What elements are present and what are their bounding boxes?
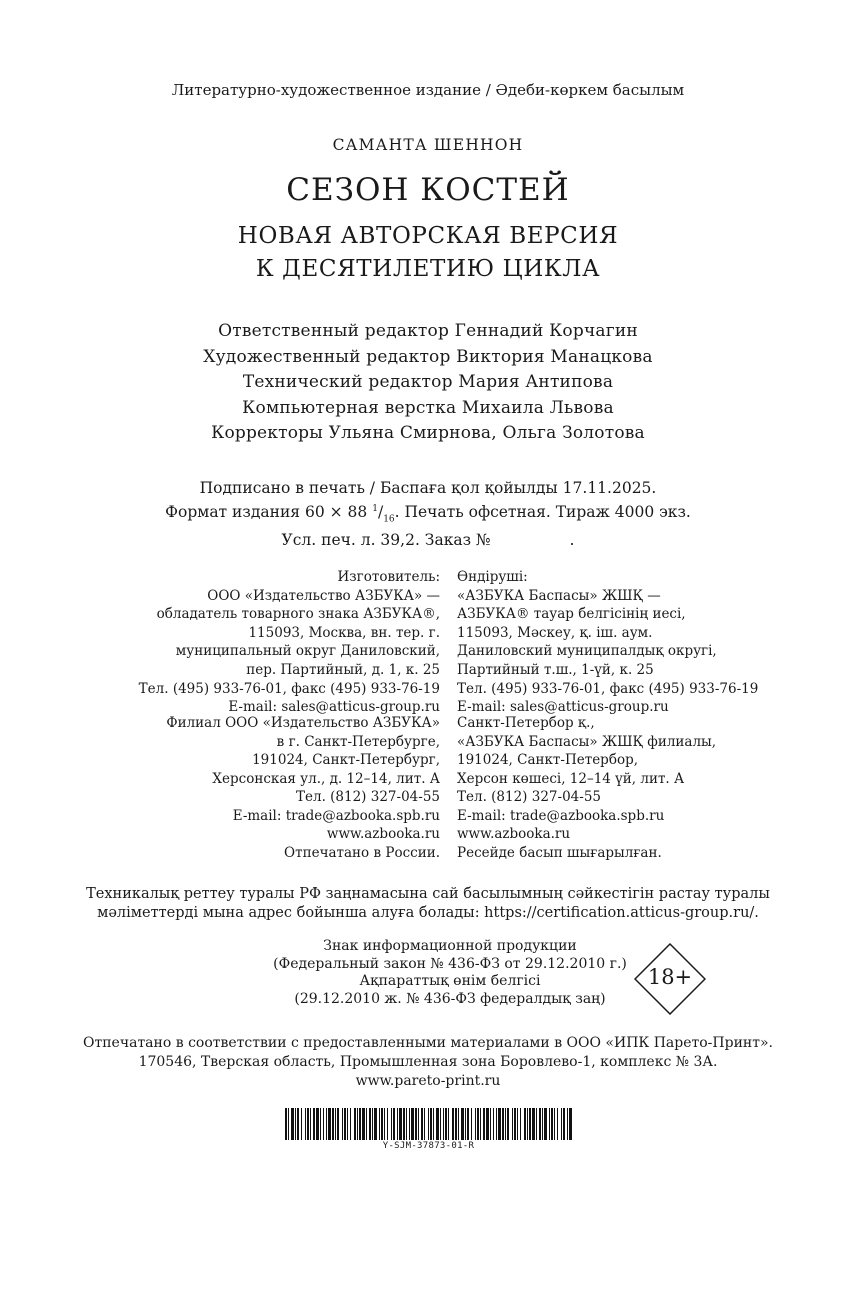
barcode-bar <box>517 1108 518 1140</box>
text-line: Ақпараттық өнім белгісі <box>359 973 541 989</box>
text-line: АЗБУКА® тауар белгісінің иесі, <box>457 606 686 623</box>
text-line: Ресейде басып шығарылған. <box>457 844 662 861</box>
barcode-bar <box>288 1108 289 1140</box>
text-line: (Федеральный закон № 436-ФЗ от 29.12.2010 г.) <box>273 955 627 972</box>
barcode-bar <box>301 1108 302 1140</box>
barcode-bar <box>514 1108 516 1140</box>
text-line: Херсонская ул., д. 12–14, лит. А <box>212 770 440 787</box>
barcode-bar <box>326 1108 327 1140</box>
barcode-bar <box>440 1108 441 1140</box>
text-line: E-mail: trade@azbooka.spb.ru <box>457 807 665 824</box>
barcode-bar <box>505 1108 506 1140</box>
barcode-bar <box>498 1108 501 1140</box>
text-line: Техникалық реттеу туралы РФ заңнамасына сай басылымның сәйкестігін растау туралы <box>86 886 770 902</box>
barcode-bar <box>532 1108 535 1140</box>
barcode-bar <box>536 1108 537 1140</box>
barcode-bar <box>461 1108 464 1140</box>
age-rating-label: 18+ <box>647 965 693 989</box>
credit-line: Художественный редактор Виктория Манацкова <box>203 346 653 367</box>
barcode-bar <box>557 1108 558 1140</box>
series-line: Литературно-художественное издание / Әдеби-көркем басылым <box>171 81 685 99</box>
barcode-bar <box>354 1108 356 1140</box>
text-line: Тел. (812) 327-04-55 <box>457 789 601 806</box>
barcode-bar <box>320 1108 321 1140</box>
barcode-bar <box>465 1108 466 1140</box>
text-line: 115093, Мәскеу, қ. іш. аум. <box>457 624 653 641</box>
text-line: обладатель товарного знака АЗБУКА®, <box>156 606 440 623</box>
text-line: E-mail: sales@atticus-group.ru <box>457 699 669 716</box>
text-line: (29.12.2010 ж. № 436-ФЗ федералдық заң) <box>294 990 606 1007</box>
book-title: СЕЗОН КОСТЕЙ <box>286 172 570 208</box>
barcode-bar <box>443 1108 444 1140</box>
text-line: 115093, Москва, вн. тер. г. <box>248 624 440 641</box>
text-line: Отпечатано в соответствии с предоставленными материалами в ООО «ИПК Парето-Принт». <box>83 1035 773 1051</box>
text-line: в г. Санкт-Петербурге, <box>276 733 440 750</box>
barcode-bar <box>549 1108 550 1140</box>
barcode-bar <box>399 1108 402 1140</box>
barcode-bar <box>372 1108 373 1140</box>
footer-kz <box>457 825 847 862</box>
barcode-bar <box>379 1108 380 1140</box>
barcode-bar <box>305 1108 306 1140</box>
barcode-bar <box>307 1108 309 1140</box>
barcode-text: Y-SJM-37873-01-R <box>382 1141 475 1151</box>
branch-ru <box>40 714 440 826</box>
text-line: Партийный т.ш., 1-үй, к. 25 <box>457 661 654 678</box>
barcode-bar <box>448 1108 449 1140</box>
barcode-bar <box>310 1108 311 1140</box>
barcode-bar <box>475 1108 476 1140</box>
barcode-bar <box>409 1108 410 1140</box>
barcode-bar <box>567 1108 568 1140</box>
print-order: Усл. печ. л. 39,2. Заказ № . <box>281 531 575 550</box>
barcode-bar <box>335 1108 336 1140</box>
text-line: 191024, Санкт-Петербург, <box>252 752 440 769</box>
info-sign-block <box>200 938 700 1008</box>
website-link[interactable]: www.pareto-print.ru <box>355 1073 501 1089</box>
barcode-bar <box>297 1108 299 1140</box>
barcode-bar <box>493 1108 494 1140</box>
barcode-bar <box>554 1108 555 1140</box>
barcode-bar <box>313 1108 315 1140</box>
barcode-bar <box>328 1108 331 1140</box>
print-signed: Подписано в печать / Баспаға қол қойылды 17.11.2025. <box>199 479 657 497</box>
credit-line: Компьютерная верстка Михаила Львова <box>242 397 614 418</box>
barcode-bar <box>433 1108 434 1140</box>
barcode-bar <box>357 1108 358 1140</box>
credit-line: Корректоры Ульяна Смирнова, Ольга Золотова <box>211 423 645 444</box>
footer-ru <box>40 825 440 862</box>
barcode-bar <box>436 1108 439 1140</box>
barcode-bar <box>374 1108 377 1140</box>
barcode-bar <box>551 1108 553 1140</box>
text-line: Херсон көшесі, 12–14 үй, лит. А <box>457 770 685 787</box>
barcode-bar <box>316 1108 319 1140</box>
barcode-bar <box>529 1108 531 1140</box>
barcode-bar <box>569 1108 572 1140</box>
barcode-bar <box>471 1108 472 1140</box>
barcode-bar <box>344 1108 346 1140</box>
barcode-bar <box>347 1108 348 1140</box>
text-line: Изготовитель: <box>337 569 440 585</box>
barcode-bar <box>337 1108 339 1140</box>
credits-block <box>0 319 856 447</box>
website-link[interactable]: www.azbooka.ru <box>326 826 440 842</box>
manufacturer-ru <box>40 568 440 717</box>
barcode-bar <box>323 1108 324 1140</box>
barcode-bar <box>486 1108 489 1140</box>
text-line: 170546, Тверская область, Промышленная зона Боровлево-1, комплекс № 3А. <box>138 1054 718 1070</box>
barcode-bar <box>455 1108 457 1140</box>
text-line: Отпечатано в России. <box>284 844 440 861</box>
barcode-bar <box>527 1108 528 1140</box>
text-line: Тел. (812) 327-04-55 <box>296 789 440 806</box>
branch-kz <box>457 714 847 826</box>
barcode-bar <box>524 1108 526 1140</box>
text-line: пер. Партийный, д. 1, к. 25 <box>246 661 440 678</box>
barcode-bar <box>421 1108 423 1140</box>
barcode-bar <box>359 1108 361 1140</box>
barcode-bar <box>428 1108 429 1140</box>
barcode-bar <box>480 1108 481 1140</box>
barcode-bar <box>342 1108 343 1140</box>
barcode-bar <box>458 1108 459 1140</box>
barcode-bar <box>561 1108 562 1140</box>
barcode-bar <box>369 1108 371 1140</box>
text-line: Тел. (495) 933-76-01, факс (495) 933-76-19 <box>138 680 440 697</box>
text-line: Филиал ООО «Издательство АЗБУКА» <box>166 715 440 731</box>
barcode-bar <box>406 1108 407 1140</box>
barcode-bar <box>544 1108 547 1140</box>
manufacturer-kz <box>457 568 847 717</box>
barcode-bar <box>563 1108 565 1140</box>
print-info <box>0 478 856 551</box>
barcode-bar <box>477 1108 479 1140</box>
barcode-bar <box>397 1108 398 1140</box>
credit-line: Ответственный редактор Геннадий Корчагин <box>218 321 638 341</box>
barcode-bar <box>424 1108 425 1140</box>
print-format: Формат издания 60 × 88 $^1/_{16}$. Печать офсетная. Тираж 4000 экз. <box>165 503 691 525</box>
barcode-bar <box>403 1108 405 1140</box>
barcode-bar <box>366 1108 367 1140</box>
text-line: E-mail: sales@atticus-group.ru <box>228 699 440 716</box>
text-line: «АЗБУКА Баспасы» ЖШҚ — <box>457 587 661 604</box>
text-line: муниципальный округ Даниловский, <box>175 643 440 660</box>
barcode-bar <box>496 1108 497 1140</box>
barcode-bar <box>542 1108 543 1140</box>
text-line: «АЗБУКА Баспасы» ЖШҚ филиалы, <box>457 733 717 750</box>
barcode-bar <box>362 1108 365 1140</box>
barcode-bar <box>467 1108 469 1140</box>
text-line: Тел. (495) 933-76-01, факс (495) 933-76-19 <box>457 680 759 697</box>
printer-info <box>0 1034 856 1091</box>
barcode-bar <box>452 1108 454 1140</box>
text-line: Даниловский муниципалдық округі, <box>457 643 717 660</box>
barcode-bar <box>445 1108 447 1140</box>
barcode <box>285 1108 572 1140</box>
barcode-bar <box>411 1108 414 1140</box>
age-rating-badge <box>634 943 706 1015</box>
text-line: Санкт-Петербор қ., <box>457 715 595 731</box>
text-line: Өндіруші: <box>457 569 528 585</box>
barcode-bar <box>285 1108 287 1140</box>
barcode-bar <box>520 1108 521 1140</box>
text-line: мәліметтерді мына адрес бойынша алуға болады: https://certification.atticus-group.ru/. <box>97 905 759 921</box>
barcode-bar <box>387 1108 388 1140</box>
barcode-bar <box>502 1108 504 1140</box>
tech-regulation-note <box>0 885 856 923</box>
text-line: 191024, Санкт-Петербор, <box>457 752 639 769</box>
barcode-bar <box>539 1108 541 1140</box>
credit-line: Технический редактор Мария Антипова <box>242 372 614 393</box>
text-line: ООО «Издательство АЗБУКА» — <box>207 587 440 604</box>
barcode-bar <box>415 1108 417 1140</box>
subtitle-line-1: НОВАЯ АВТОРСКАЯ ВЕРСИЯ <box>237 223 619 249</box>
text-line: E-mail: trade@azbooka.spb.ru <box>232 807 440 824</box>
barcode-bar <box>350 1108 351 1140</box>
subtitle-line-2: К ДЕСЯТИЛЕТИЮ ЦИКЛА <box>255 256 601 282</box>
text-line: Знак информационной продукции <box>323 938 577 954</box>
barcode-bar <box>391 1108 392 1140</box>
barcode-bar <box>291 1108 294 1140</box>
barcode-bar <box>483 1108 485 1140</box>
barcode-bar <box>507 1108 509 1140</box>
barcode-bar <box>381 1108 383 1140</box>
barcode-bar <box>393 1108 395 1140</box>
website-link[interactable]: www.azbooka.ru <box>457 826 571 842</box>
barcode-bar <box>384 1108 385 1140</box>
barcode-bar <box>430 1108 432 1140</box>
barcode-bar <box>490 1108 491 1140</box>
barcode-bar <box>295 1108 296 1140</box>
barcode-bar <box>418 1108 419 1140</box>
barcode-bar <box>332 1108 334 1140</box>
barcode-bar <box>512 1108 513 1140</box>
author-name: САМАНТА ШЕННОН <box>332 136 524 154</box>
